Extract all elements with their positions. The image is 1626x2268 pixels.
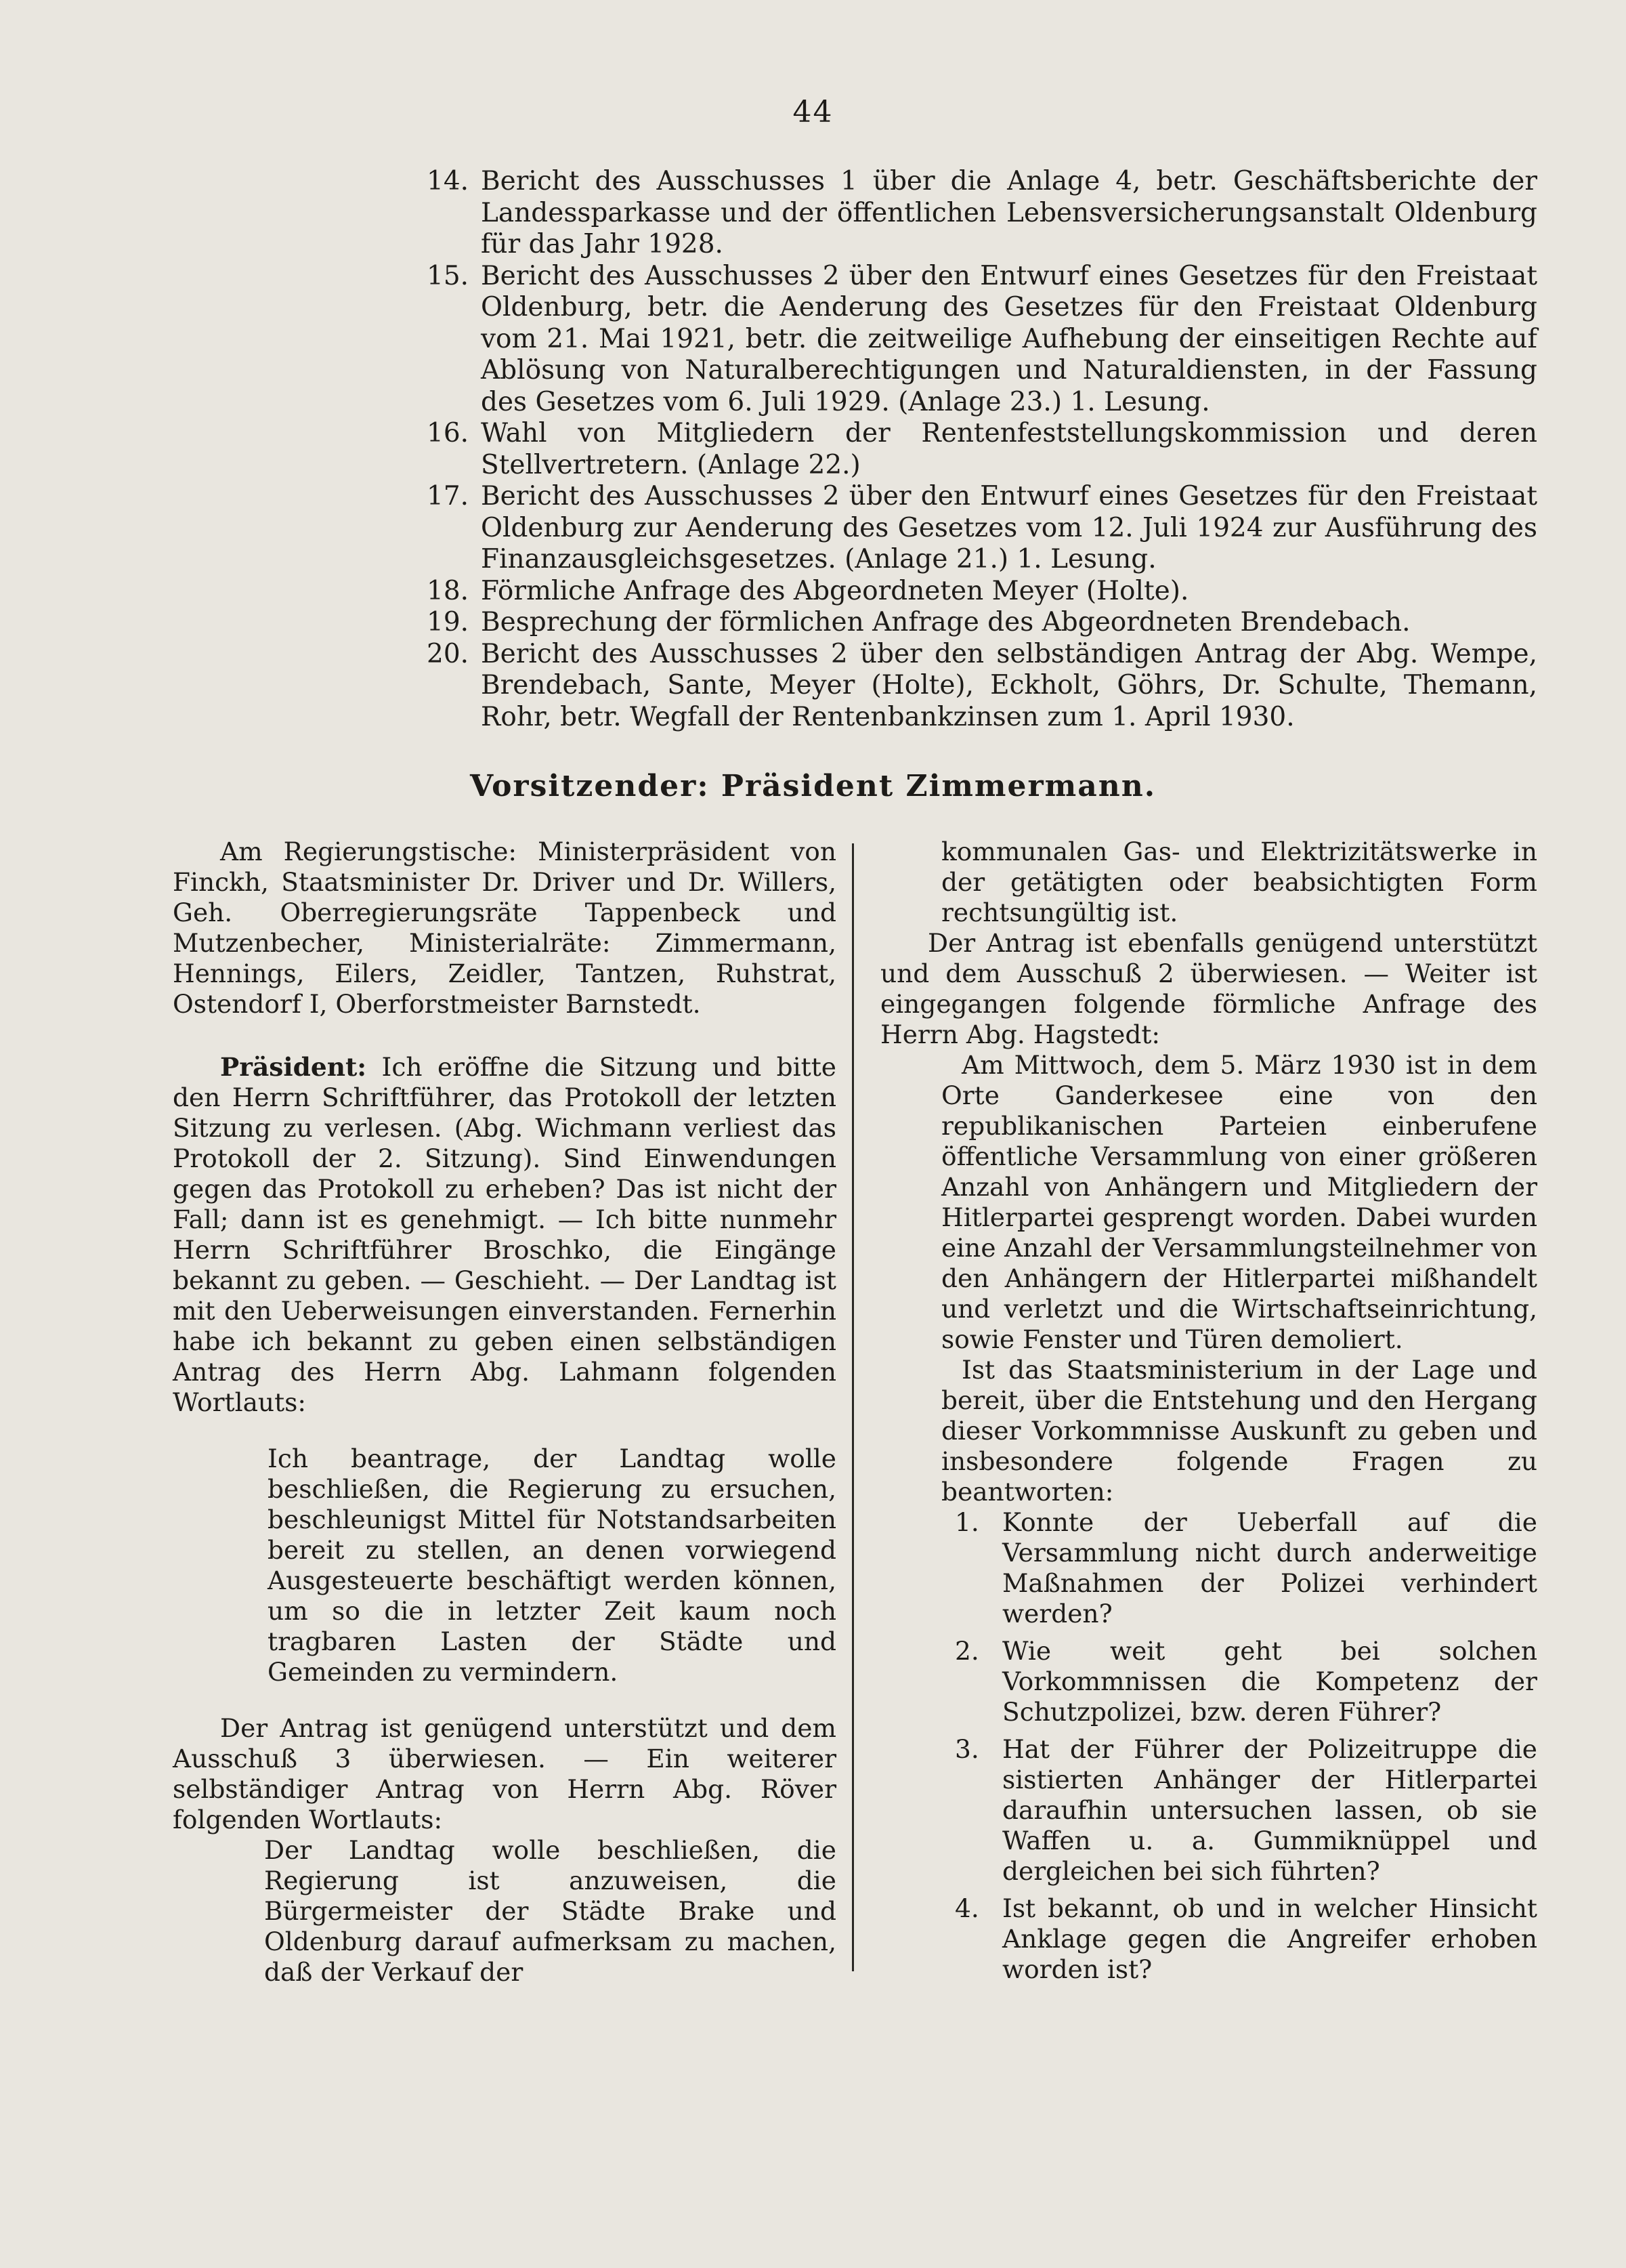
page-number: 44 [792,95,834,129]
right-column [880,837,1537,1985]
agenda-list [427,166,1537,733]
agenda-item-number: 17. [427,481,469,511]
session-chair-heading: Vorsitzender: Präsident Zimmermann. [469,769,1157,803]
left-column [173,837,836,1988]
agenda-item-number: 14. [427,166,469,196]
inquiry-question-text: Ist bekannt, ob und in welcher Hinsicht Anklage gegen die Angreifer erhoben worden ist? [1002,1893,1537,1984]
agenda-item-text: Bericht des Ausschusses 2 über den selbständigen Antrag der Abg. Wempe, Brendebach, Sante, Meyer (Holte), Eckholt, Göhrs, Dr. Schulte, Themann, Rohr, betr. Wegfall der Rentenbankzinsen zum 1. April 1930. [481,638,1537,732]
inquiry-quote-incident: Am Mittwoch, dem 5. März 1930 ist in dem Orte Ganderkesee eine von den republikanischen Parteien einberufene öffentliche Versammlung von einer größeren Anzahl von Anhängern und Mitgliedern der Hitlerpartei gesprengt worden. Dabei wurden eine Anzahl der Versammlungsteilnehmer von den Anhängern der Hitlerpartei mißhandelt und verletzt und die Wirtschaftseinrichtung, sowie Fenster und Türen demoliert. [941,1050,1537,1354]
motion-referral-paragraph: Der Antrag ist genügend unterstützt und dem Ausschuß 3 überwiesen. — Ein weiterer selbständiger Antrag von Herrn Abg. Röver folgenden Wortlauts: [173,1713,836,1834]
motion-quote-roever: Der Landtag wolle beschließen, die Regierung ist anzuweisen, die Bürgermeister der Städte Brake und Oldenburg darauf aufmerksam zu machen, daß der Verkauf der [264,1835,836,1987]
agenda-item-number: 20. [427,638,469,669]
inquiry-question-number: 2. [955,1636,979,1666]
agenda-item-text: Wahl von Mitgliedern der Rentenfeststellungskommission und deren Stellvertretern. (Anlage 22.) [481,418,1537,480]
column-divider [852,843,854,1971]
agenda-item-number: 19. [427,607,469,637]
agenda-item-number: 15. [427,260,469,291]
motion-quote-roever-continued: kommunalen Gas- und Elektrizitätswerke in der getätigten oder beabsichtigten Form rechtsungültig ist. [941,837,1537,927]
inquiry-intro-paragraph: Der Antrag ist ebenfalls genügend unterstützt und dem Ausschuß 2 überwiesen. — Weiter ist eingegangen folgende förmliche Anfrage des Herrn Abg. Hagstedt: [880,928,1537,1049]
agenda-item-text: Bericht des Ausschusses 2 über den Entwurf eines Gesetzes für den Freistaat Oldenburg, betr. die Aenderung des Gesetzes für den Freistaat Oldenburg vom 21. Mai 1921, betr. die zeitweilige Aufhebung der einseitigen Rechte auf Ablösung von Naturalberechtigungen und Naturaldiensten, in der Fassung des Gesetzes vom 6. Juli 1929. (Anlage 23.) 1. Lesung. [481,260,1537,417]
inquiry-question-number: 1. [955,1507,979,1537]
speaker-label: Präsident: [220,1052,367,1082]
inquiry-question [955,1893,1537,1985]
inquiry-question-text: Hat der Führer der Polizeitruppe die sistierten Anhänger der Hitlerpartei daraufhin untersuchen lassen, ob sie Waffen u. a. Gummiknüppel und dergleichen bei sich führten? [1002,1734,1537,1886]
president-opening-paragraph [173,1052,836,1418]
inquiry-questions-list [880,1507,1537,1985]
inquiry-question [955,1734,1537,1887]
agenda-item-text: Bericht des Ausschusses 2 über den Entwurf eines Gesetzes für den Freistaat Oldenburg zur Aenderung des Gesetzes vom 12. Juli 1924 zur Ausführung des Finanzausgleichsgesetzes. (Anlage 21.) 1. Lesung. [481,481,1537,574]
agenda-item-number: 18. [427,575,469,606]
agenda-item-text: Besprechung der förmlichen Anfrage des Abgeordneten Brendebach. [481,607,1411,637]
agenda-item [427,418,1537,481]
inquiry-question-number: 4. [955,1893,979,1923]
inquiry-question [955,1636,1537,1727]
agenda-item [427,261,1537,419]
inquiry-question-number: 3. [955,1734,979,1764]
president-opening-text: Ich eröffne die Sitzung und bitte den Herrn Schriftführer, das Protokoll der letzten Sitzung zu verlesen. (Abg. Wichmann verliest das Protokoll der 2. Sitzung). Sind Einwendungen gegen das Protokoll zu erheben? Das ist nicht der Fall; dann ist es genehmigt. — Ich bitte nunmehr Herrn Schriftführer Broschko, die Eingänge bekannt zu geben. — Geschieht. — Der Landtag ist mit den Ueberweisungen einverstanden. Fernerhin habe ich bekannt zu geben einen selbständigen Antrag des Herrn Abg. Lahmann folgenden Wortlauts: [173,1052,836,1417]
agenda-item [427,481,1537,576]
agenda-item-number: 16. [427,418,469,448]
motion-quote-lahmann: Ich beantrage, der Landtag wolle beschließen, die Regierung zu ersuchen, beschleunigst Mittel für Notstandsarbeiten bereit zu stellen, an denen vorwiegend Ausgesteuerte beschäftigt werden können, um so die in letzter Zeit kaum noch tragbaren Lasten der Städte und Gemeinden zu vermindern. [268,1444,836,1687]
inquiry-quote-request: Ist das Staatsministerium in der Lage und bereit, über die Entstehung und den Hergang dieser Vorkommnisse Auskunft zu geben und insbesondere folgende Fragen zu beantworten: [941,1355,1537,1507]
agenda-item [427,166,1537,261]
agenda-item [427,576,1537,608]
agenda-item-text: Förmliche Anfrage des Abgeordneten Meyer (Holte). [481,575,1189,606]
inquiry-question-text: Konnte der Ueberfall auf die Versammlung nicht durch anderweitige Maßnahmen der Polizei verhindert werden? [1002,1507,1537,1629]
agenda-item [427,639,1537,734]
agenda-item-text: Bericht des Ausschusses 1 über die Anlage 4, betr. Geschäftsberichte der Landessparkasse und der öffentlichen Lebensversicherungsanstalt Oldenburg für das Jahr 1928. [481,166,1537,259]
inquiry-question [955,1507,1537,1629]
agenda-item [427,607,1537,639]
government-bench-paragraph: Am Regierungstische: Ministerpräsident von Finckh, Staatsminister Dr. Driver und Dr. Willers, Geh. Oberregierungsräte Tappenbeck und Mutzenbecher, Ministerialräte: Zimmermann, Hennings, Eilers, Zeidler, Tantzen, Ruhstrat, Ostendorf I, Oberforstmeister Barnstedt. [173,837,836,1019]
inquiry-question-text: Wie weit geht bei solchen Vorkommnissen die Kompetenz der Schutzpolizei, bzw. deren Führer? [1002,1636,1537,1727]
